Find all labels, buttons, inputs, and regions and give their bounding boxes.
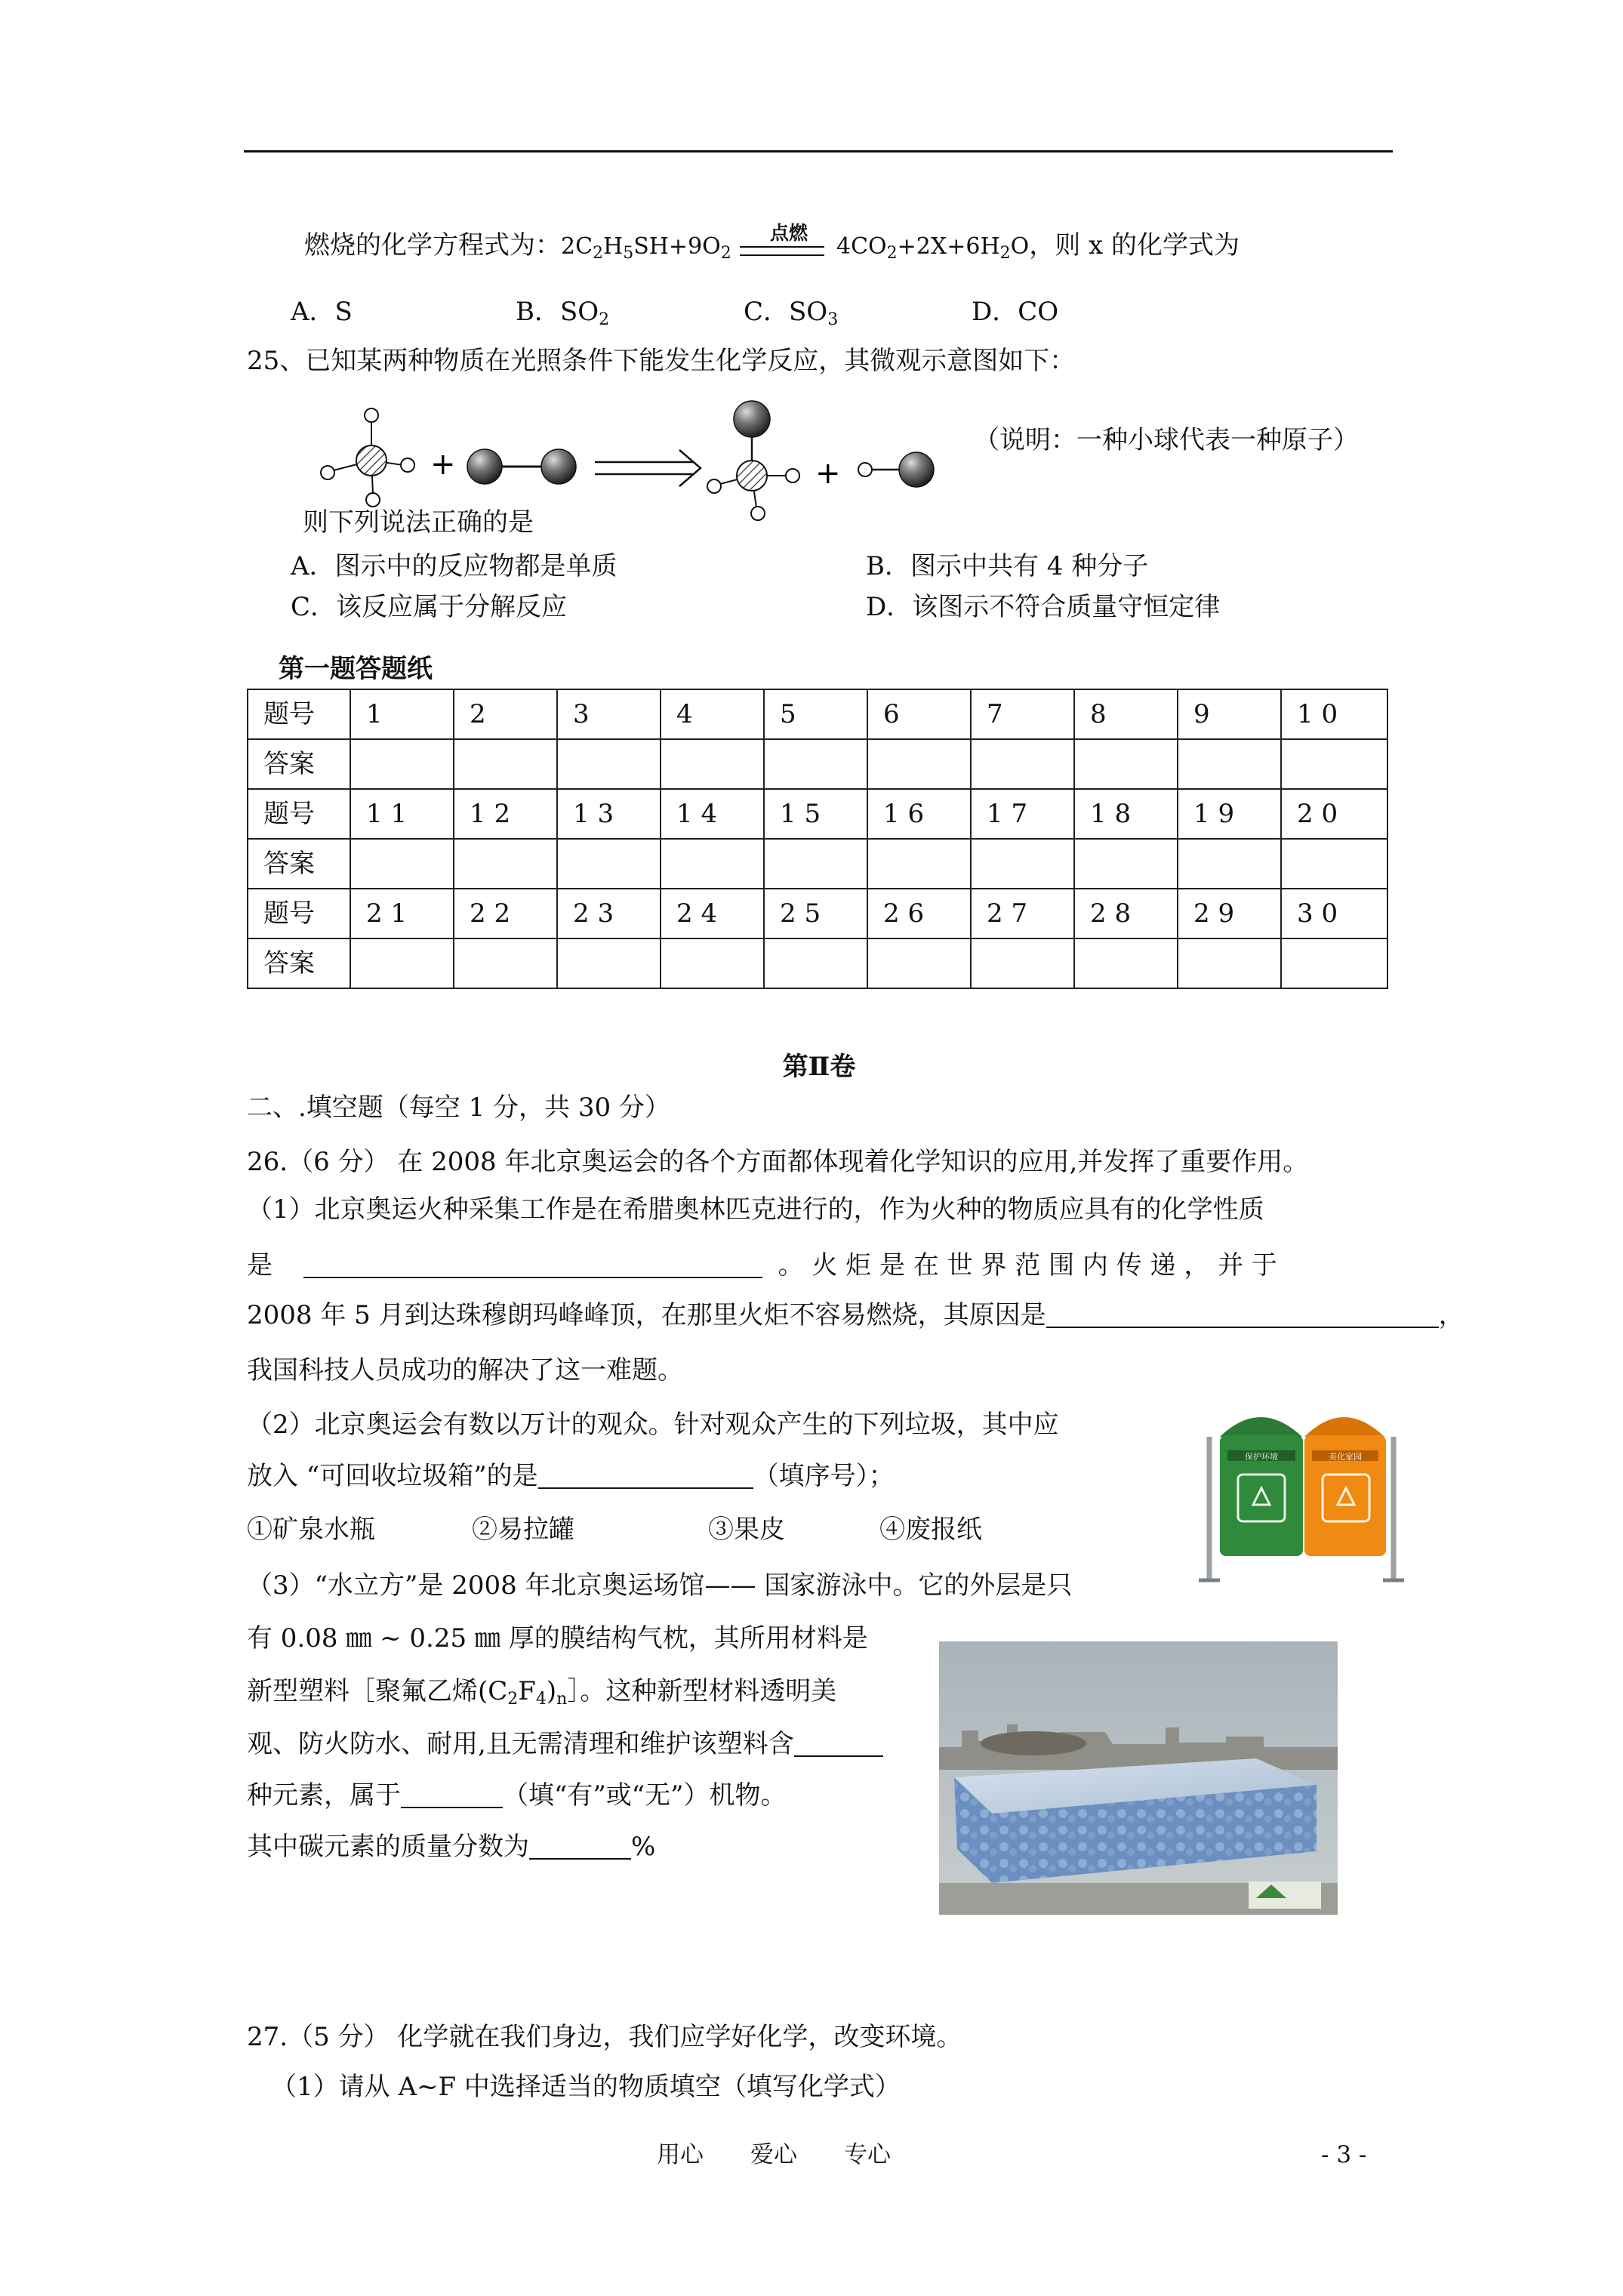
answer-cell[interactable] [454, 938, 557, 988]
answer-sheet-number-row-1 [248, 689, 1387, 739]
answer-cell[interactable] [1281, 938, 1387, 988]
answer-cell[interactable] [971, 739, 1074, 789]
reaction-arrow [595, 450, 701, 486]
q26-part1-line3: 2008 年 5 月到达珠穆朗玛峰峰顶，在那里火炬不容易燃烧，其原因是 ， [247, 1300, 1464, 1330]
page-number: - 3 - [1321, 2141, 1367, 2168]
question-number: 1 8 [1074, 789, 1178, 839]
answer-cell[interactable] [764, 938, 867, 988]
q26-part3-line6: 其中碳元素的质量分数为 % [247, 1832, 656, 1862]
answer-cell[interactable] [350, 839, 454, 889]
bin-right-label: 美化家园 [1329, 1452, 1362, 1462]
q26-part3-line5: 种元素，属于 （填“有”或“无”）机物。 [247, 1780, 787, 1811]
question-number: 2 9 [1178, 889, 1281, 938]
question-number: 2 4 [661, 889, 764, 938]
question-number: 2 0 [1281, 789, 1387, 839]
question-number: 3 0 [1281, 889, 1387, 938]
q24-equation-line [304, 230, 731, 269]
q26-blank-reason[interactable] [1046, 1302, 1439, 1328]
question-number: 4 [661, 689, 764, 739]
answer-cell[interactable] [661, 839, 764, 889]
q24-option-c: C．$SO_3$ [744, 297, 839, 329]
q24-products: $4CO_2+2X+6H_2O$ [836, 233, 1030, 263]
question-number: 2 5 [764, 889, 867, 938]
answer-cell[interactable] [454, 739, 557, 789]
q24-option-b: B．$SO_2$ [516, 297, 610, 329]
answer-cell[interactable] [1281, 839, 1387, 889]
answer-cell[interactable] [454, 839, 557, 889]
q26-blank-chemical-property[interactable] [303, 1253, 762, 1278]
q24-option-a: A．S [291, 297, 353, 327]
answer-sheet-answer-row-2 [248, 839, 1387, 889]
answer-cell[interactable] [350, 938, 454, 988]
answer-cell[interactable] [971, 839, 1074, 889]
answer-cell[interactable] [764, 839, 867, 889]
q25-option-d: D．该图示不符合质量守恒定律 [866, 592, 1221, 622]
q26-stem: 26.（6 分） 在 2008 年北京奥运会的各个方面都体现着化学知识的应用,并发挥了重要作用。 [247, 1147, 1309, 1177]
answer-cell[interactable] [661, 938, 764, 988]
q26-part2-line1: （2）北京奥运会有数以万计的观众。针对观众产生的下列垃圾，其中应 [247, 1410, 1059, 1440]
plus-sign-1: + [430, 447, 456, 482]
q26-part1-line2: 是 。 火 炬 是 在 世 界 范 围 内 传 递 ， 并 于 [247, 1250, 1277, 1281]
answer-cell[interactable] [764, 739, 867, 789]
question-number: 2 2 [454, 889, 557, 938]
q26-blank-organic[interactable] [401, 1783, 503, 1808]
question-number: 1 3 [557, 789, 661, 839]
question-number: 3 [557, 689, 661, 739]
row-label-number: 题号 [248, 789, 350, 839]
answer-cell[interactable] [1178, 839, 1281, 889]
answer-cell[interactable] [1178, 938, 1281, 988]
q25-question: 则下列说法正确的是 [303, 507, 534, 538]
question-number: 1 9 [1178, 789, 1281, 839]
answer-cell[interactable] [867, 839, 971, 889]
q26-part1-line4: 我国科技人员成功的解决了这一难题。 [247, 1355, 683, 1385]
question-number: 9 [1178, 689, 1281, 739]
question-number: 2 3 [557, 889, 661, 938]
question-number: 1 [350, 689, 454, 739]
q26-part1-line1: （1）北京奥运火种采集工作是在希腊奥林匹克进行的，作为火种的物质应具有的化学性质 [247, 1194, 1264, 1225]
answer-sheet-answer-row-3 [248, 938, 1387, 988]
question-number: 7 [971, 689, 1074, 739]
answer-cell[interactable] [557, 839, 661, 889]
answer-cell[interactable] [867, 739, 971, 789]
answer-cell[interactable] [557, 739, 661, 789]
product-chloromethane-molecule [707, 401, 799, 520]
q24-reaction-condition [747, 218, 830, 245]
q24-suffix: ，则 x 的化学式为 [1029, 230, 1240, 260]
header-rule [244, 150, 1393, 153]
footer-motto: 用心 爱心 专心 [657, 2141, 891, 2168]
question-number: 1 2 [454, 789, 557, 839]
q24-products-line [836, 230, 1240, 269]
answer-cell[interactable] [350, 739, 454, 789]
answer-sheet-title: 第一题答题纸 [279, 654, 433, 684]
answer-cell[interactable] [1178, 739, 1281, 789]
answer-sheet-number-row-3 [248, 889, 1387, 938]
question-number: 1 6 [867, 789, 971, 839]
row-label-number: 题号 [248, 889, 350, 938]
question-number: 1 4 [661, 789, 764, 839]
question-number: 6 [867, 689, 971, 739]
section-title-fill-blank: 二、.填空题（每空 1 分，共 30 分） [247, 1093, 670, 1123]
question-number: 2 6 [867, 889, 971, 938]
question-number: 8 [1074, 689, 1178, 739]
question-number: 2 [454, 689, 557, 739]
q25-note: （说明：一种小球代表一种原子） [974, 425, 1359, 455]
q27-part1: （1）请从 A~F 中选择适当的物质填空（填写化学式） [271, 2072, 901, 2102]
question-number: 5 [764, 689, 867, 739]
answer-sheet-number-row-2 [248, 789, 1387, 839]
answer-cell[interactable] [661, 739, 764, 789]
q27-stem: 27.（5 分） 化学就在我们身边，我们应学好化学，改变环境。 [247, 2022, 962, 2052]
answer-cell[interactable] [557, 938, 661, 988]
q26-garbage-item-3: ③果皮 [708, 1515, 785, 1545]
q26-part3-line4: 观、防火防水、耐用,且无需清理和维护该塑料含 [247, 1729, 883, 1759]
question-number: 2 7 [971, 889, 1074, 938]
answer-cell[interactable] [1281, 739, 1387, 789]
reactant-diatomic-molecule [467, 449, 576, 484]
q25-stem: 25、已知某两种物质在光照条件下能发生化学反应，其微观示意图如下： [247, 346, 1076, 376]
q26-garbage-item-1: ①矿泉水瓶 [247, 1515, 375, 1545]
answer-cell[interactable] [867, 938, 971, 988]
q24-condition-label: 点燃 [769, 222, 808, 244]
q26-part3-line1: （3）“水立方”是 2008 年北京奥运场馆—— 国家游泳中。它的外层是只 [247, 1570, 1073, 1601]
q26-part3-line2: 有 0.08 ㎜ ~ 0.25 ㎜ 厚的膜结构气枕，其所用材料是 [247, 1623, 868, 1653]
question-number: 1 0 [1281, 689, 1387, 739]
water-cube-photo [939, 1641, 1338, 1915]
question-number: 1 7 [971, 789, 1074, 839]
answer-sheet-answer-row-1 [248, 739, 1387, 789]
q25-option-c: C．该反应属于分解反应 [291, 592, 568, 622]
question-number: 1 1 [350, 789, 454, 839]
bin-left-label: 保护环境 [1245, 1452, 1278, 1462]
part2-title: 第Ⅱ卷 [782, 1052, 856, 1082]
q24-prefix: 燃烧的化学方程式为： [304, 230, 561, 260]
q26-part3-line3: 新型塑料［聚氟乙烯$(C_2F_4)_n]$。这种新型材料透明美 [247, 1676, 837, 1709]
q25-option-a: A．图示中的反应物都是单质 [291, 551, 617, 581]
question-number: 1 5 [764, 789, 867, 839]
answer-cell[interactable] [971, 938, 1074, 988]
q24-equals-sign [740, 246, 824, 256]
q25-option-b: B．图示中共有 4 种分子 [866, 551, 1149, 581]
answer-cell[interactable] [1074, 839, 1178, 889]
q26-garbage-item-2: ②易拉罐 [472, 1515, 574, 1545]
reactant-methane-molecule [321, 408, 414, 507]
q24-option-d: D．CO [972, 297, 1059, 327]
answer-cell[interactable] [1074, 739, 1178, 789]
answer-cell[interactable] [1074, 938, 1178, 988]
row-label-answer: 答案 [248, 839, 350, 889]
product-hcl-molecule [858, 452, 934, 487]
row-label-number: 题号 [248, 689, 350, 739]
question-number: 2 1 [350, 889, 454, 938]
recycling-bins-image [1193, 1391, 1408, 1589]
question-number: 2 8 [1074, 889, 1178, 938]
q26-part2-line2: 放入 “可回收垃圾箱”的是 （填序号）； [247, 1461, 895, 1491]
row-label-answer: 答案 [248, 938, 350, 988]
plus-sign-2: + [815, 456, 841, 491]
q24-reactants: $2C_2H_5SH+9O_2$ [561, 233, 731, 263]
answer-sheet-table [247, 689, 1388, 989]
q26-blank-carbon-percent[interactable] [529, 1834, 631, 1860]
q26-blank-element-count[interactable] [794, 1731, 883, 1757]
q26-blank-recyclable[interactable] [538, 1463, 753, 1489]
row-label-answer: 答案 [248, 739, 350, 789]
q26-garbage-item-4: ④废报纸 [879, 1515, 982, 1545]
